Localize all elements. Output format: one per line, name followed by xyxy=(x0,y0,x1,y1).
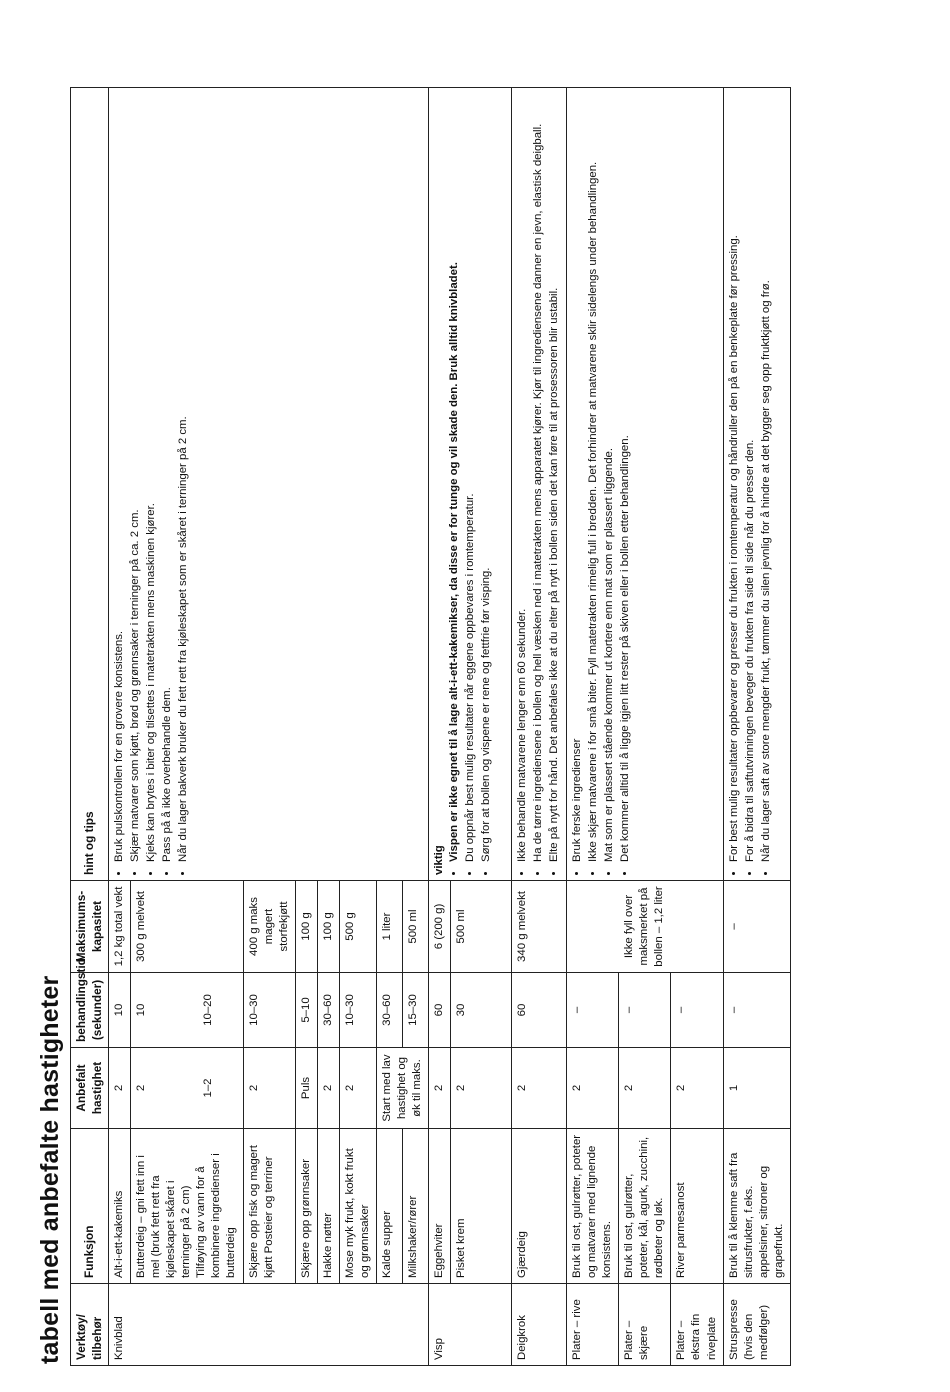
function-cell: Bruk til å klemme saft fra sitrusfrukter, f.eks. appelsiner, sitroner og grapefrukt. xyxy=(723,1129,790,1284)
header-speed: Anbefalt hastighet xyxy=(71,1048,109,1129)
header-row xyxy=(71,88,109,1366)
hints-list xyxy=(570,93,633,875)
tool-cell: Visp xyxy=(428,1284,511,1366)
list-item: • Pass på å ikke overbehandle dem. xyxy=(160,93,175,862)
time-cell: 10–30 xyxy=(243,973,295,1048)
speed-cell: 2 xyxy=(317,1048,339,1129)
hints-list xyxy=(447,93,494,875)
capacity-cell: – xyxy=(723,881,790,973)
time-cell: 5–10 xyxy=(295,973,317,1048)
speed-cell: 2 xyxy=(671,1048,723,1129)
hints-heading: viktig xyxy=(432,845,445,875)
function-cell: Kalde supper xyxy=(376,1129,402,1284)
function-cell: Skjære opp grønnsaker xyxy=(295,1129,317,1284)
capacity-cell: 6 (200 g) xyxy=(428,881,450,973)
table-row xyxy=(428,88,450,1366)
speed-cell: 2 xyxy=(428,1048,450,1129)
speed-cell: 1 xyxy=(723,1048,790,1129)
speed-table xyxy=(70,87,791,1366)
header-time: behandlingstid (sekunder) xyxy=(71,973,109,1048)
hints-cell xyxy=(428,88,511,881)
speed-cell: 2 xyxy=(109,1048,131,1129)
list-item: • Det kommer alltid til å ligge igjen litt rester på skiven eller i bollen etter behandlingen. xyxy=(618,93,633,862)
list-item: • Ikke behandle matvarene lenger enn 60 sekunder. xyxy=(515,93,530,862)
capacity-cell: 300 g melvekt xyxy=(131,881,243,973)
table-row xyxy=(567,88,619,1366)
time-cell: 15–30 xyxy=(402,973,428,1048)
header-hints: hint og tips xyxy=(71,88,109,881)
hints-cell xyxy=(512,88,567,881)
tool-cell: Knivblad xyxy=(109,1284,429,1366)
tool-cell: Deigkrok xyxy=(512,1284,567,1366)
list-item: • Ikke skjær matvarene i for små biter. Fyll matetrakten rimelig full i bredden. Det forhindrer at matvarene sklir sidelengs under behandlingen. xyxy=(586,93,601,862)
list-item: • Når du lager saft av store mengder frukt, tømmer du silen jevnlig for å hindre at det bygger seg opp fruktkjøtt og frø. xyxy=(759,93,774,862)
list-item: • For best mulig resultater oppbevarer og presser du frukten i romtemperatur og håndruller den på en benkeplate før pressing. xyxy=(727,93,742,862)
function-cell: Milkshaker/rører xyxy=(402,1129,428,1284)
time-value: 10 xyxy=(135,1003,148,1017)
hints-cell xyxy=(723,88,790,881)
speed-value: 2 xyxy=(135,1084,148,1092)
table-row xyxy=(512,88,567,1366)
speed-cell: 2 xyxy=(339,1048,376,1129)
speed-cell: Puls xyxy=(295,1048,317,1129)
hints-list xyxy=(112,93,191,875)
list-item: • Når du lager bakverk bruker du fett rett fra kjøleskapet som er skåret i terninger på 2 cm. xyxy=(176,93,191,862)
list-item: • Skjær matvarer som kjøtt, brød og grønnsaker i terninger på ca. 2 cm. xyxy=(128,93,143,862)
capacity-cell: Ikke fyll over maksmerket på bollen – 1,2 liter xyxy=(567,881,723,973)
list-item: • Bruk ferske ingredienser xyxy=(570,93,585,862)
time-cell: 30 xyxy=(451,973,512,1048)
tool-cell: Plater – ekstra fin riveplate xyxy=(671,1284,723,1366)
list-item: • Sørg for at bollen og vispene er rene og fettfrie før visping. xyxy=(479,93,494,862)
speed-cell xyxy=(131,1048,243,1129)
function-cell: Bruk til ost, gulrøtter, poteter og matvarer med lignende konsistens. xyxy=(567,1129,619,1284)
capacity-cell: 100 g xyxy=(295,881,317,973)
capacity-cell: 340 g melvekt xyxy=(512,881,567,973)
list-item: • Bruk pulskontrollen for en grovere konsistens. xyxy=(112,93,127,862)
speed-cell: 2 xyxy=(451,1048,512,1129)
time-cell: 60 xyxy=(428,973,450,1048)
capacity-cell: 500 g xyxy=(339,881,376,973)
time-cell: 30–60 xyxy=(376,973,402,1048)
time-cell: 60 xyxy=(512,973,567,1048)
time-value: 10–20 xyxy=(202,994,215,1026)
speed-value: 1–2 xyxy=(202,1078,215,1098)
time-cell: – xyxy=(723,973,790,1048)
capacity-cell: 500 ml xyxy=(402,881,428,973)
speed-cell: Start med lav hastighet og øk til maks. xyxy=(376,1048,428,1129)
capacity-cell: 500 ml xyxy=(451,881,512,973)
time-cell: – xyxy=(671,973,723,1048)
function-cell: Hakke nøtter xyxy=(317,1129,339,1284)
hints-list xyxy=(727,93,774,875)
table-row xyxy=(723,88,790,1366)
tool-cell: Plater – rive xyxy=(567,1284,619,1366)
function-text: Butterdeig – gni fett inn i mel (bruk fett rett fra kjøleskapet skåret i terninger på 2 cm) xyxy=(135,1155,193,1278)
capacity-cell: 1 liter xyxy=(376,881,402,973)
function-text: Tilføying av vann for å kombinere ingredienser i butterdeig xyxy=(195,1153,238,1278)
function-cell: Alt-i-ett-kakemiks xyxy=(109,1129,131,1284)
capacity-cell: 100 g xyxy=(317,881,339,973)
speed-cell: 2 xyxy=(512,1048,567,1129)
hints-list xyxy=(515,93,562,875)
header-tool: Verktøy/ tilbehør xyxy=(71,1284,109,1366)
function-cell: Mose myk frukt, kokt frukt og grønnsaker xyxy=(339,1129,376,1284)
table-row xyxy=(109,88,131,1366)
time-cell: 10–30 xyxy=(339,973,376,1048)
function-cell: Eggehviter xyxy=(428,1129,450,1284)
list-item: • Ha de tørre ingrediensene i bollen og hell væsken ned i matetrakten mens apparatet kjører. Kjør til ingrediensene danner en jevn, elastisk deigball. xyxy=(531,93,546,862)
speed-cell: 2 xyxy=(619,1048,671,1129)
rotated-page xyxy=(30,88,872,1366)
list-item: • Elte på nytt for hånd. Det anbefales ikke at du elter på nytt i bollen siden det kan føre til at prosessoren blir ustabil. xyxy=(547,93,562,862)
time-cell xyxy=(131,973,243,1048)
hints-cell xyxy=(567,88,723,881)
capacity-cell: 1,2 kg total vekt xyxy=(109,881,131,973)
tool-cell: Plater – skjære xyxy=(619,1284,671,1366)
hints-cell xyxy=(109,88,429,881)
list-item: • Kjeks kan brytes i biter og tilsettes i matetrakten mens maskinen kjører. xyxy=(144,93,159,862)
speed-cell: 2 xyxy=(567,1048,619,1129)
tool-cell: Struspresse (hvis den medfølger) xyxy=(723,1284,790,1366)
list-item: • For å bidra til saftutvinningen beveger du frukten fra side til side når du presser den. xyxy=(743,93,758,862)
function-cell: Bruk til ost, gulrøtter, poteter, kål, agurk, zucchini, rødbeter og løk. xyxy=(619,1129,671,1284)
time-cell: 30–60 xyxy=(317,973,339,1048)
time-cell: – xyxy=(619,973,671,1048)
time-cell: – xyxy=(567,973,619,1048)
page-title: tabell med anbefalte hastigheter xyxy=(36,975,64,1364)
speed-cell: 2 xyxy=(243,1048,295,1129)
function-cell: Skjære opp fisk og magert kjøtt Posteier og terriner xyxy=(243,1129,295,1284)
function-cell: River parmesanost xyxy=(671,1129,723,1284)
function-cell: Pisket krem xyxy=(451,1129,512,1284)
header-capacity: Maksimums-kapasitet xyxy=(71,881,109,973)
list-item: • Mat som er plassert stående kommer ut kortere enn mat som er plassert liggende. xyxy=(602,93,617,862)
list-item: • Du oppnår best mulig resultater når eggene oppbevares i romtemperatur. xyxy=(463,93,478,862)
function-cell xyxy=(131,1129,243,1284)
function-cell: Gjærdeig xyxy=(512,1129,567,1284)
list-item: • Vispen er ikke egnet til å lage alt-i-ett-kakemikser, da disse er for tunge og vil skade den. Bruk alltid knivbladet. xyxy=(447,93,462,862)
header-function: Funksjon xyxy=(71,1129,109,1284)
time-cell: 10 xyxy=(109,973,131,1048)
capacity-cell: 400 g maks magert storfekjøtt xyxy=(243,881,295,973)
